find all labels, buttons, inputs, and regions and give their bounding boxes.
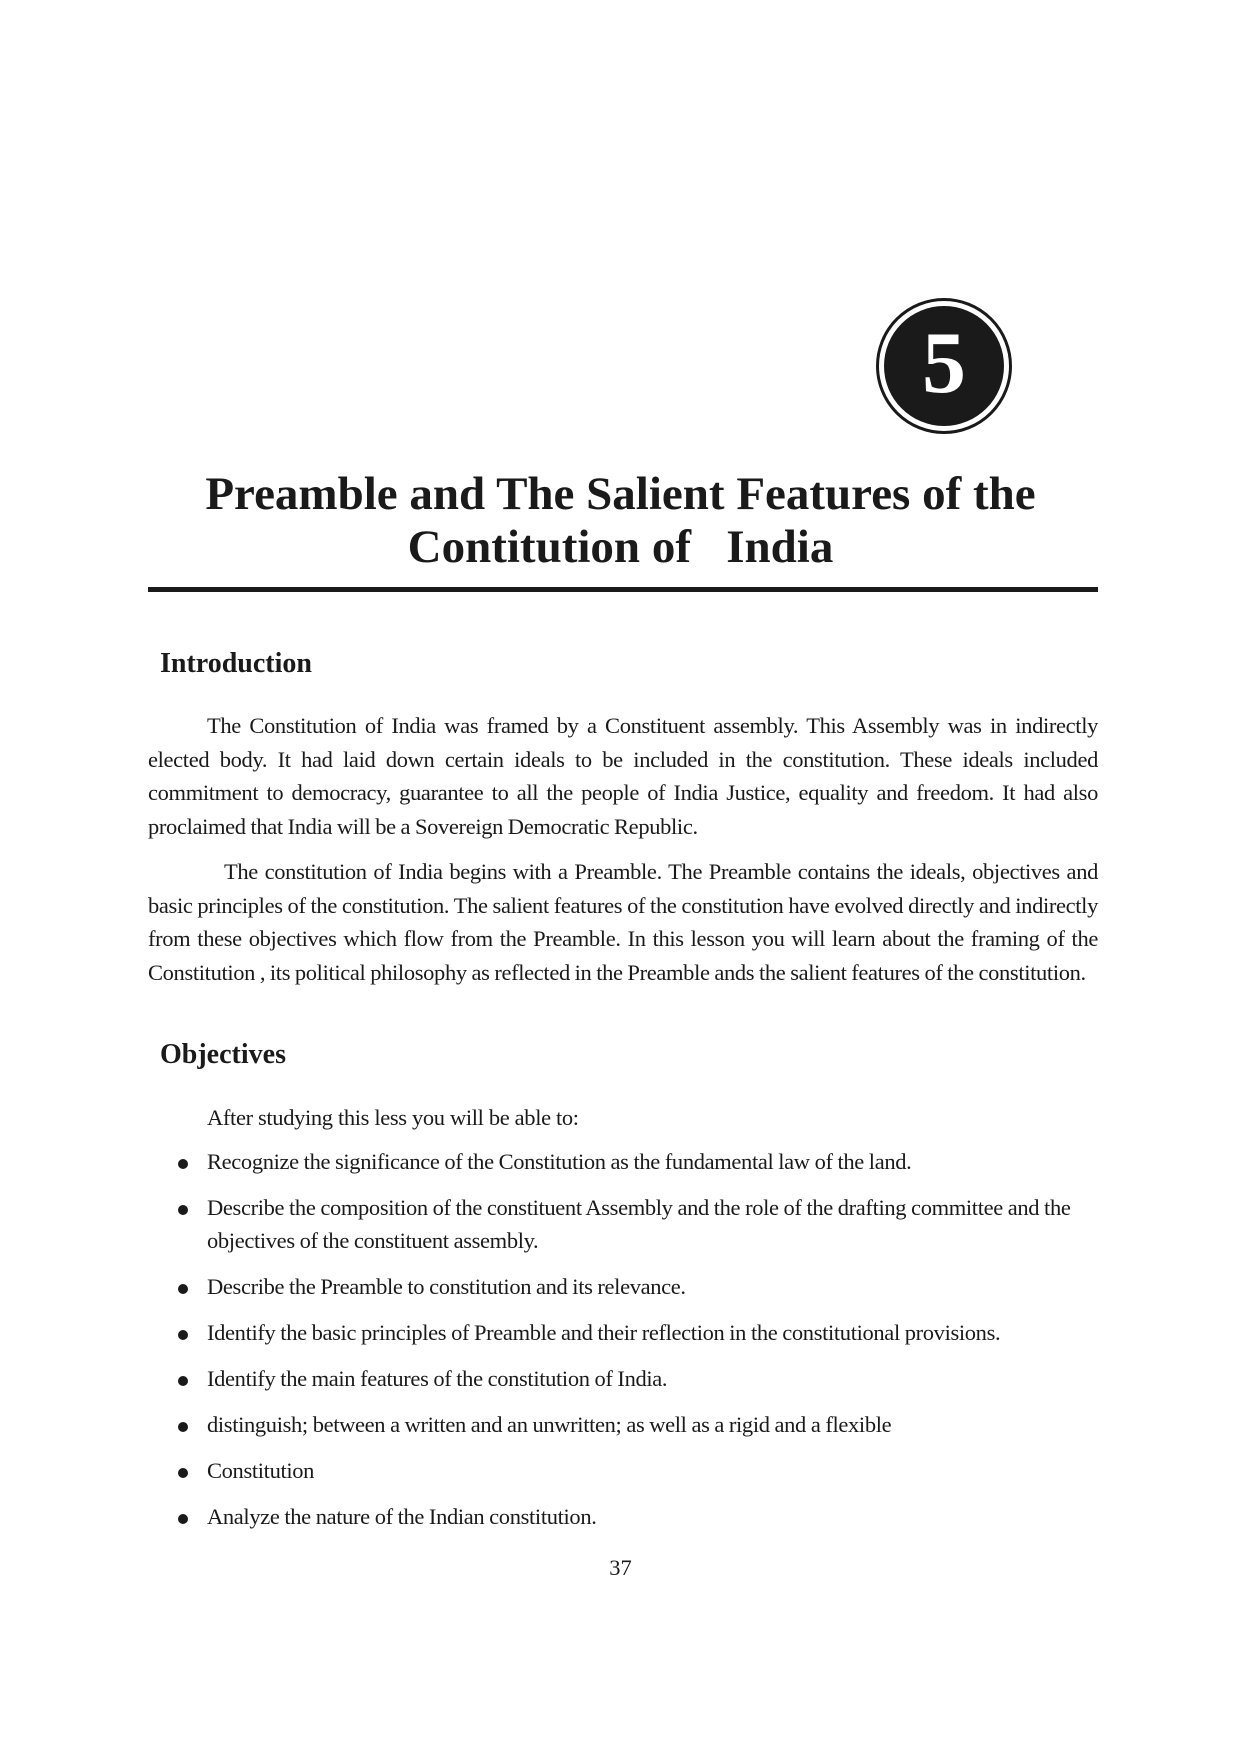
- list-item: [148, 1362, 1098, 1396]
- title-divider: [148, 587, 1098, 592]
- list-item: [148, 1316, 1098, 1350]
- list-item: [148, 1145, 1098, 1179]
- objective-text: Identify the main features of the constitution of India.: [207, 1366, 668, 1392]
- objective-text: Describe the Preamble to constitution and its relevance.: [207, 1274, 686, 1300]
- list-item: [148, 1270, 1098, 1304]
- objectives-heading: Objectives: [160, 1039, 286, 1070]
- introduction-paragraph-2: The constitution of India begins with a Preamble. The Preamble contains the ideals, objectives and basic principles of the constitution. The salient features of the constitution have evolved directly and indirectly from these objectives which flow from the Preamble. In this lesson you will learn about the framing of the Constitution , its political philosophy as reflected in the Preamble ands the salient features of the constitution.: [148, 859, 1098, 985]
- introduction-heading: Introduction: [160, 648, 312, 679]
- chapter-title: Preamble and The Salient Features of the Contitution of India: [205, 468, 1036, 573]
- objective-text: Describe the composition of the constituent Assembly and the role of the drafting committee and the objectives of the constituent assembly.: [207, 1194, 1071, 1254]
- bullet-icon: [178, 1468, 188, 1478]
- page-number: 37: [609, 1555, 632, 1580]
- objective-text: Analyze the nature of the Indian constitution.: [207, 1503, 597, 1529]
- bullet-icon: [178, 1284, 188, 1294]
- bullet-icon: [178, 1159, 188, 1169]
- list-item: [148, 1454, 1098, 1488]
- bullet-icon: [178, 1514, 188, 1524]
- objective-text: Recognize the significance of the Constitution as the fundamental law of the land.: [207, 1149, 912, 1174]
- objectives-lead: After studying this less you will be able to:: [207, 1105, 579, 1130]
- chapter-number-badge: [876, 298, 1012, 434]
- chapter-number: 5: [884, 306, 1004, 426]
- list-item: [148, 1408, 1098, 1442]
- objective-text: Constitution: [207, 1457, 315, 1483]
- bullet-icon: [178, 1330, 188, 1340]
- objective-text: distinguish; between a written and an unwritten; as well as a rigid and a flexible: [207, 1411, 892, 1437]
- list-item: [148, 1191, 1098, 1258]
- objective-text: Identify the basic principles of Preamble and their reflection in the constitutional provisions.: [207, 1320, 1001, 1346]
- bullet-icon: [178, 1422, 188, 1432]
- bullet-icon: [178, 1376, 188, 1386]
- list-item: [148, 1500, 1098, 1534]
- objectives-list: [148, 1145, 1098, 1546]
- bullet-icon: [178, 1205, 188, 1215]
- introduction-paragraph-1: The Constitution of India was framed by a Constituent assembly. This Assembly was in indirectly elected body. It had laid down certain ideals to be included in the constitution. These ideals included commitment to democracy, guarantee to all the people of India Justice, equality and freedom. It had also proclaimed that India will be a Sovereign Democratic Republic.: [148, 713, 1098, 839]
